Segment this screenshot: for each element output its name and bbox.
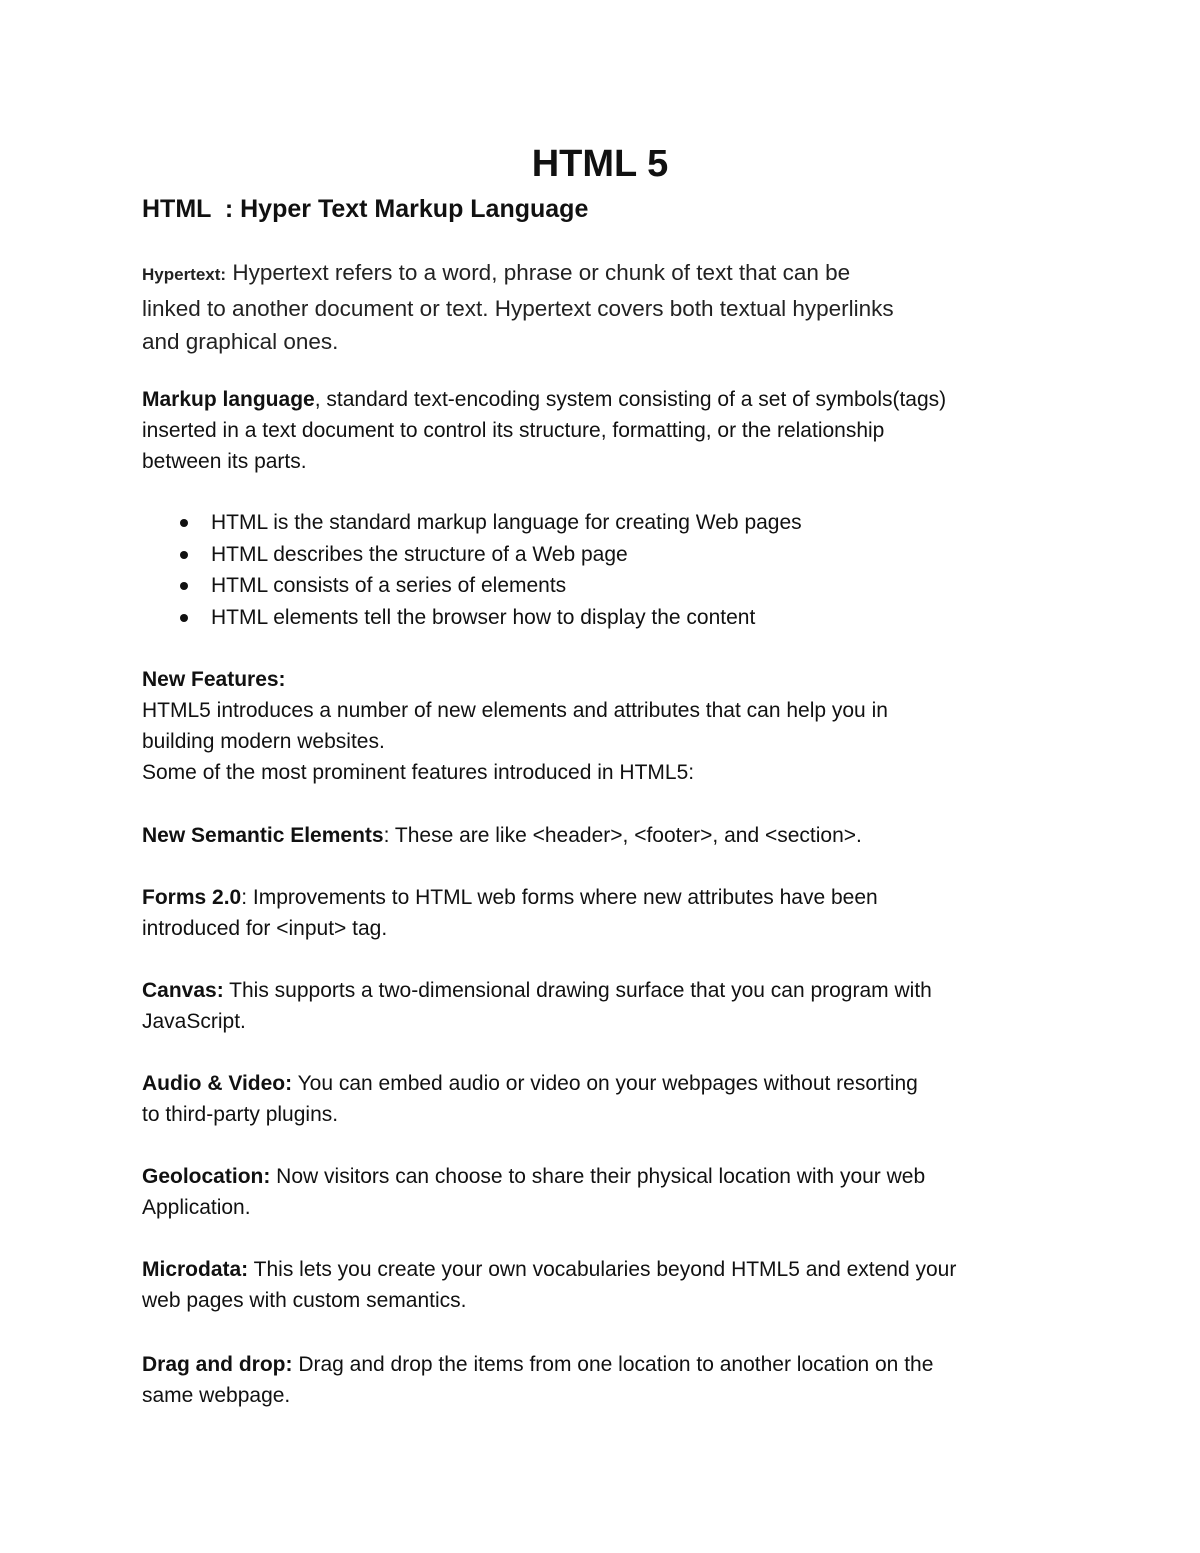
canvas-paragraph — [142, 975, 1072, 1037]
paragraph-line: Application. — [142, 1196, 251, 1219]
paragraph-line: same webpage. — [142, 1384, 291, 1407]
audio-video-label: Audio & Video: — [142, 1072, 293, 1095]
paragraph-line: and graphical ones. — [142, 329, 339, 354]
semantic-label: New Semantic Elements — [142, 824, 384, 847]
drag-drop-label: Drag and drop: — [142, 1353, 293, 1376]
list-item — [142, 507, 1042, 539]
microdata-label: Microdata: — [142, 1258, 249, 1281]
geolocation-label: Geolocation: — [142, 1165, 271, 1188]
microdata-text: This lets you create your own vocabularies beyond HTML5 and extend your — [248, 1258, 957, 1281]
semantic-elements-paragraph — [142, 820, 1072, 851]
geolocation-text: Now visitors can choose to share their physical location with your web — [270, 1165, 926, 1188]
audio-video-text: You can embed audio or video on your webpages without resorting — [292, 1072, 918, 1095]
paragraph-line — [142, 882, 1072, 913]
paragraph-line — [142, 975, 1072, 1006]
list-item — [142, 539, 1042, 571]
paragraph-line: linked to another document or text. Hypertext covers both textual hyperlinks — [142, 295, 894, 321]
page-subtitle: HTML : Hyper Text Markup Language — [142, 195, 589, 223]
paragraph-line: between its parts. — [142, 450, 307, 473]
drag-drop-text: Drag and drop the items from one location to another location on the — [292, 1353, 934, 1376]
paragraph-line — [142, 1161, 1072, 1192]
paragraph-line — [142, 256, 1072, 292]
hypertext-text: Hypertext refers to a word, phrase or chunk of text that can be — [226, 260, 851, 285]
list-item-text: HTML describes the structure of a Web page — [211, 542, 628, 566]
paragraph-line: JavaScript. — [142, 1010, 246, 1033]
bullet-icon — [180, 551, 188, 559]
paragraph-line — [142, 1349, 1072, 1380]
paragraph-line: building modern websites. — [142, 730, 385, 753]
forms-label: Forms 2.0 — [142, 886, 242, 909]
semantic-text: : These are like <header>, <footer>, and <section>. — [383, 824, 862, 847]
list-item — [142, 570, 1042, 602]
canvas-label: Canvas: — [142, 979, 224, 1002]
microdata-paragraph — [142, 1254, 1072, 1316]
paragraph-line: inserted in a text document to control its structure, formatting, or the relationship — [142, 419, 885, 442]
audio-video-paragraph — [142, 1068, 1072, 1130]
markup-label: Markup language — [142, 388, 315, 411]
canvas-text: This supports a two-dimensional drawing surface that you can program with — [223, 979, 932, 1002]
new-features-paragraph — [142, 664, 1072, 788]
hypertext-paragraph — [142, 256, 1072, 359]
forms-paragraph — [142, 882, 1072, 944]
paragraph-line: to third-party plugins. — [142, 1103, 339, 1126]
list-item-text: HTML is the standard markup language for creating Web pages — [211, 511, 802, 534]
paragraph-line: Some of the most prominent features introduced in HTML5: — [142, 761, 695, 784]
new-features-heading: New Features: — [142, 668, 286, 691]
markup-language-paragraph — [142, 384, 1072, 477]
page-title: HTML 5 — [531, 143, 669, 185]
paragraph-line — [142, 1068, 1072, 1099]
bullet-icon — [180, 614, 188, 622]
paragraph-line — [142, 820, 1072, 851]
forms-text: : Improvements to HTML web forms where new attributes have been — [241, 886, 878, 909]
markup-text: , standard text-encoding system consisting of a set of symbols(tags) — [314, 388, 947, 411]
bullet-icon — [180, 519, 188, 527]
paragraph-line: introduced for <input> tag. — [142, 917, 388, 940]
list-item-text: HTML consists of a series of elements — [211, 574, 567, 597]
hypertext-label: Hypertext: — [142, 265, 227, 284]
paragraph-line — [142, 384, 1072, 415]
list-item — [142, 602, 1042, 634]
paragraph-line — [142, 1254, 1072, 1285]
geolocation-paragraph — [142, 1161, 1072, 1223]
bullet-list — [142, 507, 1042, 633]
drag-drop-paragraph — [142, 1349, 1072, 1411]
list-item-text: HTML elements tell the browser how to display the content — [211, 605, 756, 629]
bullet-icon — [180, 582, 188, 590]
paragraph-line: HTML5 introduces a number of new elements and attributes that can help you in — [142, 699, 888, 722]
paragraph-line: web pages with custom semantics. — [142, 1289, 467, 1312]
